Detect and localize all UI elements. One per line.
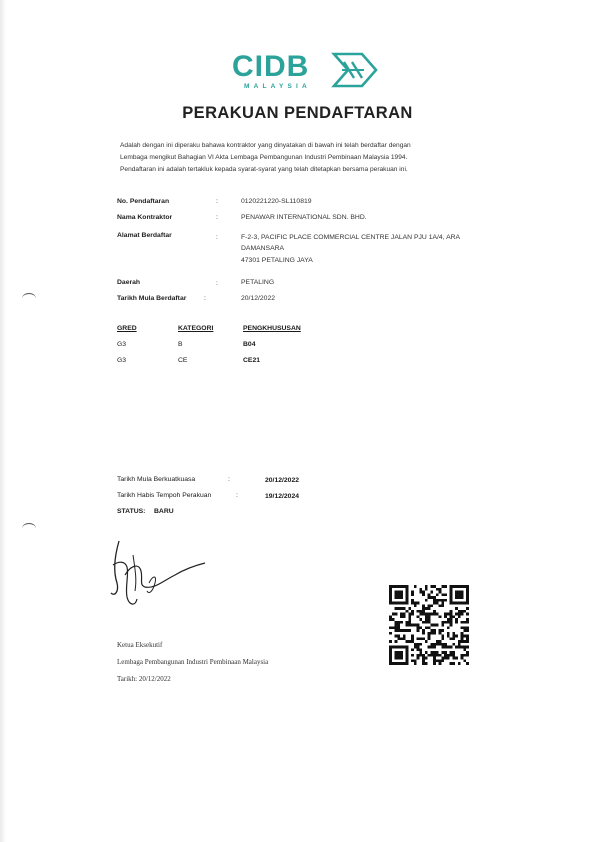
colon: : [216, 214, 218, 221]
category-header: KATEGORI [178, 325, 214, 332]
district-value: PETALING [241, 279, 275, 286]
intro-paragraph [120, 140, 490, 176]
category-cell: CE [178, 357, 188, 364]
qr-code-image [389, 585, 469, 665]
signatory-organization: Lembaga Pembangunan Industri Pembinaan Malaysia [117, 658, 269, 666]
logo-subtext: MALAYSIA [244, 83, 311, 90]
signatory-position: Ketua Eksekutif [117, 641, 163, 649]
registration-no-value: 0120221220-SL110819 [241, 198, 312, 205]
specialization-header: PENGKHUSUSAN [243, 325, 301, 332]
colon: : [216, 198, 218, 205]
logo-mark-icon [322, 52, 378, 88]
expiry-date-label: Tarikh Habis Tempoh Perakuan [117, 492, 212, 499]
effective-date-label: Tarikh Mula Berkuatkuasa [117, 476, 196, 483]
address-line: 47301 PETALING JAYA [241, 257, 313, 264]
colon: : [216, 280, 218, 287]
signature-image [105, 535, 215, 615]
category-cell: B [178, 341, 183, 348]
registration-no-label: No. Pendaftaran [117, 198, 170, 205]
grade-cell: G3 [117, 357, 127, 364]
colon: : [216, 234, 218, 241]
address-line: F-2-3, PACIFIC PLACE COMMERCIAL CENTRE JALAN PJU 1A/4, ARA [241, 234, 461, 241]
contractor-name-label: Nama Kontraktor [117, 214, 173, 221]
punch-hole-mark [22, 523, 36, 534]
contractor-name-value: PENAWAR INTERNATIONAL SDN. BHD. [241, 214, 367, 221]
status-value: BARU [154, 508, 174, 515]
intro-line: Pendaftaran ini adalah tertakluk kepada syarat-syarat yang telah ditetapkan bersama perakuan ini. [120, 166, 408, 173]
specialization-cell: CE21 [243, 357, 261, 364]
grade-cell: G3 [117, 341, 127, 348]
registration-date-label: Tarikh Mula Berdaftar [117, 295, 187, 302]
effective-date-value: 20/12/2022 [265, 477, 300, 484]
scan-edge [0, 0, 6, 842]
status-label: STATUS: [117, 508, 146, 515]
address-line: DAMANSARA [241, 245, 285, 252]
intro-line: Adalah dengan ini diperaku bahawa kontraktor yang dinyatakan di bawah ini telah berdaftar dengan [120, 142, 411, 149]
signature-date: Tarikh: 20/12/2022 [117, 675, 171, 683]
registration-date-value: 20/12/2022 [241, 295, 276, 302]
punch-hole-mark [22, 293, 36, 304]
colon: : [236, 492, 238, 499]
expiry-date-value: 19/12/2024 [265, 493, 300, 500]
cidb-logo [232, 50, 382, 96]
logo-text: CIDB [232, 50, 310, 83]
grade-header: GRED [117, 325, 137, 332]
intro-line: Lembaga mengikut Bahagian VI Akta Lembaga Pembangunan Industri Pembinaan Malaysia 1994. [120, 154, 408, 161]
document-title: PERAKUAN PENDAFTARAN [182, 104, 413, 122]
colon: : [228, 476, 230, 483]
specialization-cell: B04 [243, 341, 256, 348]
colon: : [204, 295, 206, 302]
district-label: Daerah [117, 279, 141, 286]
address-label: Alamat Berdaftar [117, 232, 172, 239]
